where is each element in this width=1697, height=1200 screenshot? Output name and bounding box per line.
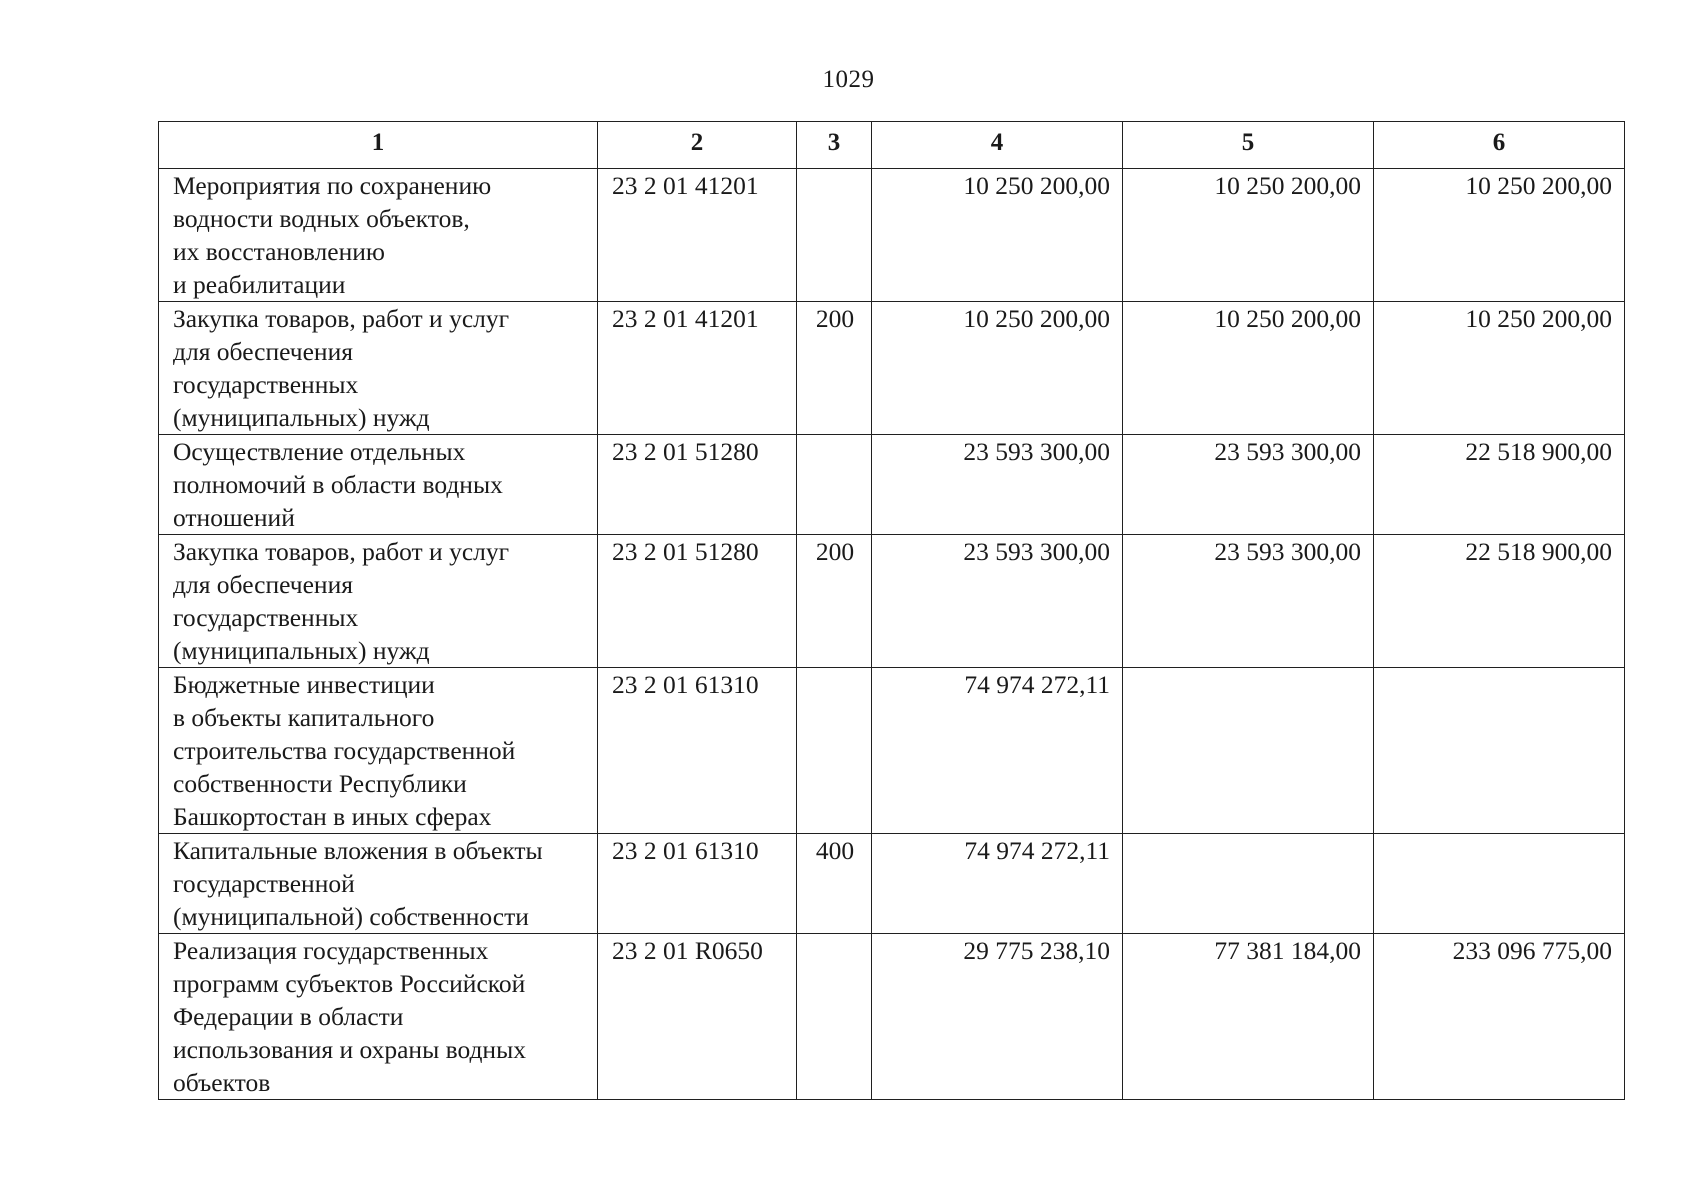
row-amount-col4: 10 250 200,00 [872, 302, 1123, 435]
row-expense-type [797, 169, 872, 302]
table-row [159, 535, 1625, 668]
table-header-row [159, 122, 1625, 169]
row-amount-col5 [1123, 834, 1374, 934]
row-expense-type: 200 [797, 302, 872, 435]
page-number: 1029 [822, 66, 875, 93]
row-amount-col4: 23 593 300,00 [872, 435, 1123, 535]
row-amount-col5: 23 593 300,00 [1123, 535, 1374, 668]
row-code: 23 2 01 51280 [598, 535, 797, 668]
row-amount-col6: 22 518 900,00 [1374, 435, 1625, 535]
row-amount-col5: 23 593 300,00 [1123, 435, 1374, 535]
column-header: 5 [1123, 122, 1374, 169]
row-amount-col5: 77 381 184,00 [1123, 934, 1374, 1100]
column-header: 6 [1374, 122, 1625, 169]
row-code: 23 2 01 41201 [598, 302, 797, 435]
budget-table [158, 121, 1625, 1100]
row-name: Закупка товаров, работ и услуг для обеспечения государственных (муниципальных) нужд [159, 535, 598, 668]
row-amount-col5 [1123, 668, 1374, 834]
row-amount-col4: 23 593 300,00 [872, 535, 1123, 668]
table-row [159, 668, 1625, 834]
row-amount-col4: 10 250 200,00 [872, 169, 1123, 302]
row-name: Капитальные вложения в объекты государственной (муниципальной) собственности [159, 834, 598, 934]
row-expense-type: 400 [797, 834, 872, 934]
row-amount-col6: 10 250 200,00 [1374, 169, 1625, 302]
table-row [159, 169, 1625, 302]
column-header: 3 [797, 122, 872, 169]
row-amount-col6: 22 518 900,00 [1374, 535, 1625, 668]
column-header: 1 [159, 122, 598, 169]
row-code: 23 2 01 61310 [598, 834, 797, 934]
row-amount-col5: 10 250 200,00 [1123, 169, 1374, 302]
row-amount-col4: 74 974 272,11 [872, 668, 1123, 834]
table-row [159, 302, 1625, 435]
row-expense-type: 200 [797, 535, 872, 668]
row-amount-col6: 10 250 200,00 [1374, 302, 1625, 435]
row-expense-type [797, 934, 872, 1100]
column-header: 4 [872, 122, 1123, 169]
row-expense-type [797, 435, 872, 535]
row-name: Мероприятия по сохранению водности водных объектов, их восстановлению и реабилитации [159, 169, 598, 302]
row-name: Бюджетные инвестиции в объекты капитального строительства государственной собственности Республики Башкортостан в иных сферах [159, 668, 598, 834]
row-amount-col6: 233 096 775,00 [1374, 934, 1625, 1100]
table-row [159, 435, 1625, 535]
row-name: Закупка товаров, работ и услуг для обеспечения государственных (муниципальных) нужд [159, 302, 598, 435]
row-code: 23 2 01 41201 [598, 169, 797, 302]
row-amount-col4: 74 974 272,11 [872, 834, 1123, 934]
table-row [159, 834, 1625, 934]
table-row [159, 934, 1625, 1100]
column-header: 2 [598, 122, 797, 169]
row-expense-type [797, 668, 872, 834]
row-name: Осуществление отдельных полномочий в области водных отношений [159, 435, 598, 535]
row-name: Реализация государственных программ субъектов Российской Федерации в области использования и охраны водных объектов [159, 934, 598, 1100]
row-code: 23 2 01 61310 [598, 668, 797, 834]
row-code: 23 2 01 R0650 [598, 934, 797, 1100]
row-amount-col6 [1374, 834, 1625, 934]
row-amount-col5: 10 250 200,00 [1123, 302, 1374, 435]
row-amount-col6 [1374, 668, 1625, 834]
row-amount-col4: 29 775 238,10 [872, 934, 1123, 1100]
row-code: 23 2 01 51280 [598, 435, 797, 535]
